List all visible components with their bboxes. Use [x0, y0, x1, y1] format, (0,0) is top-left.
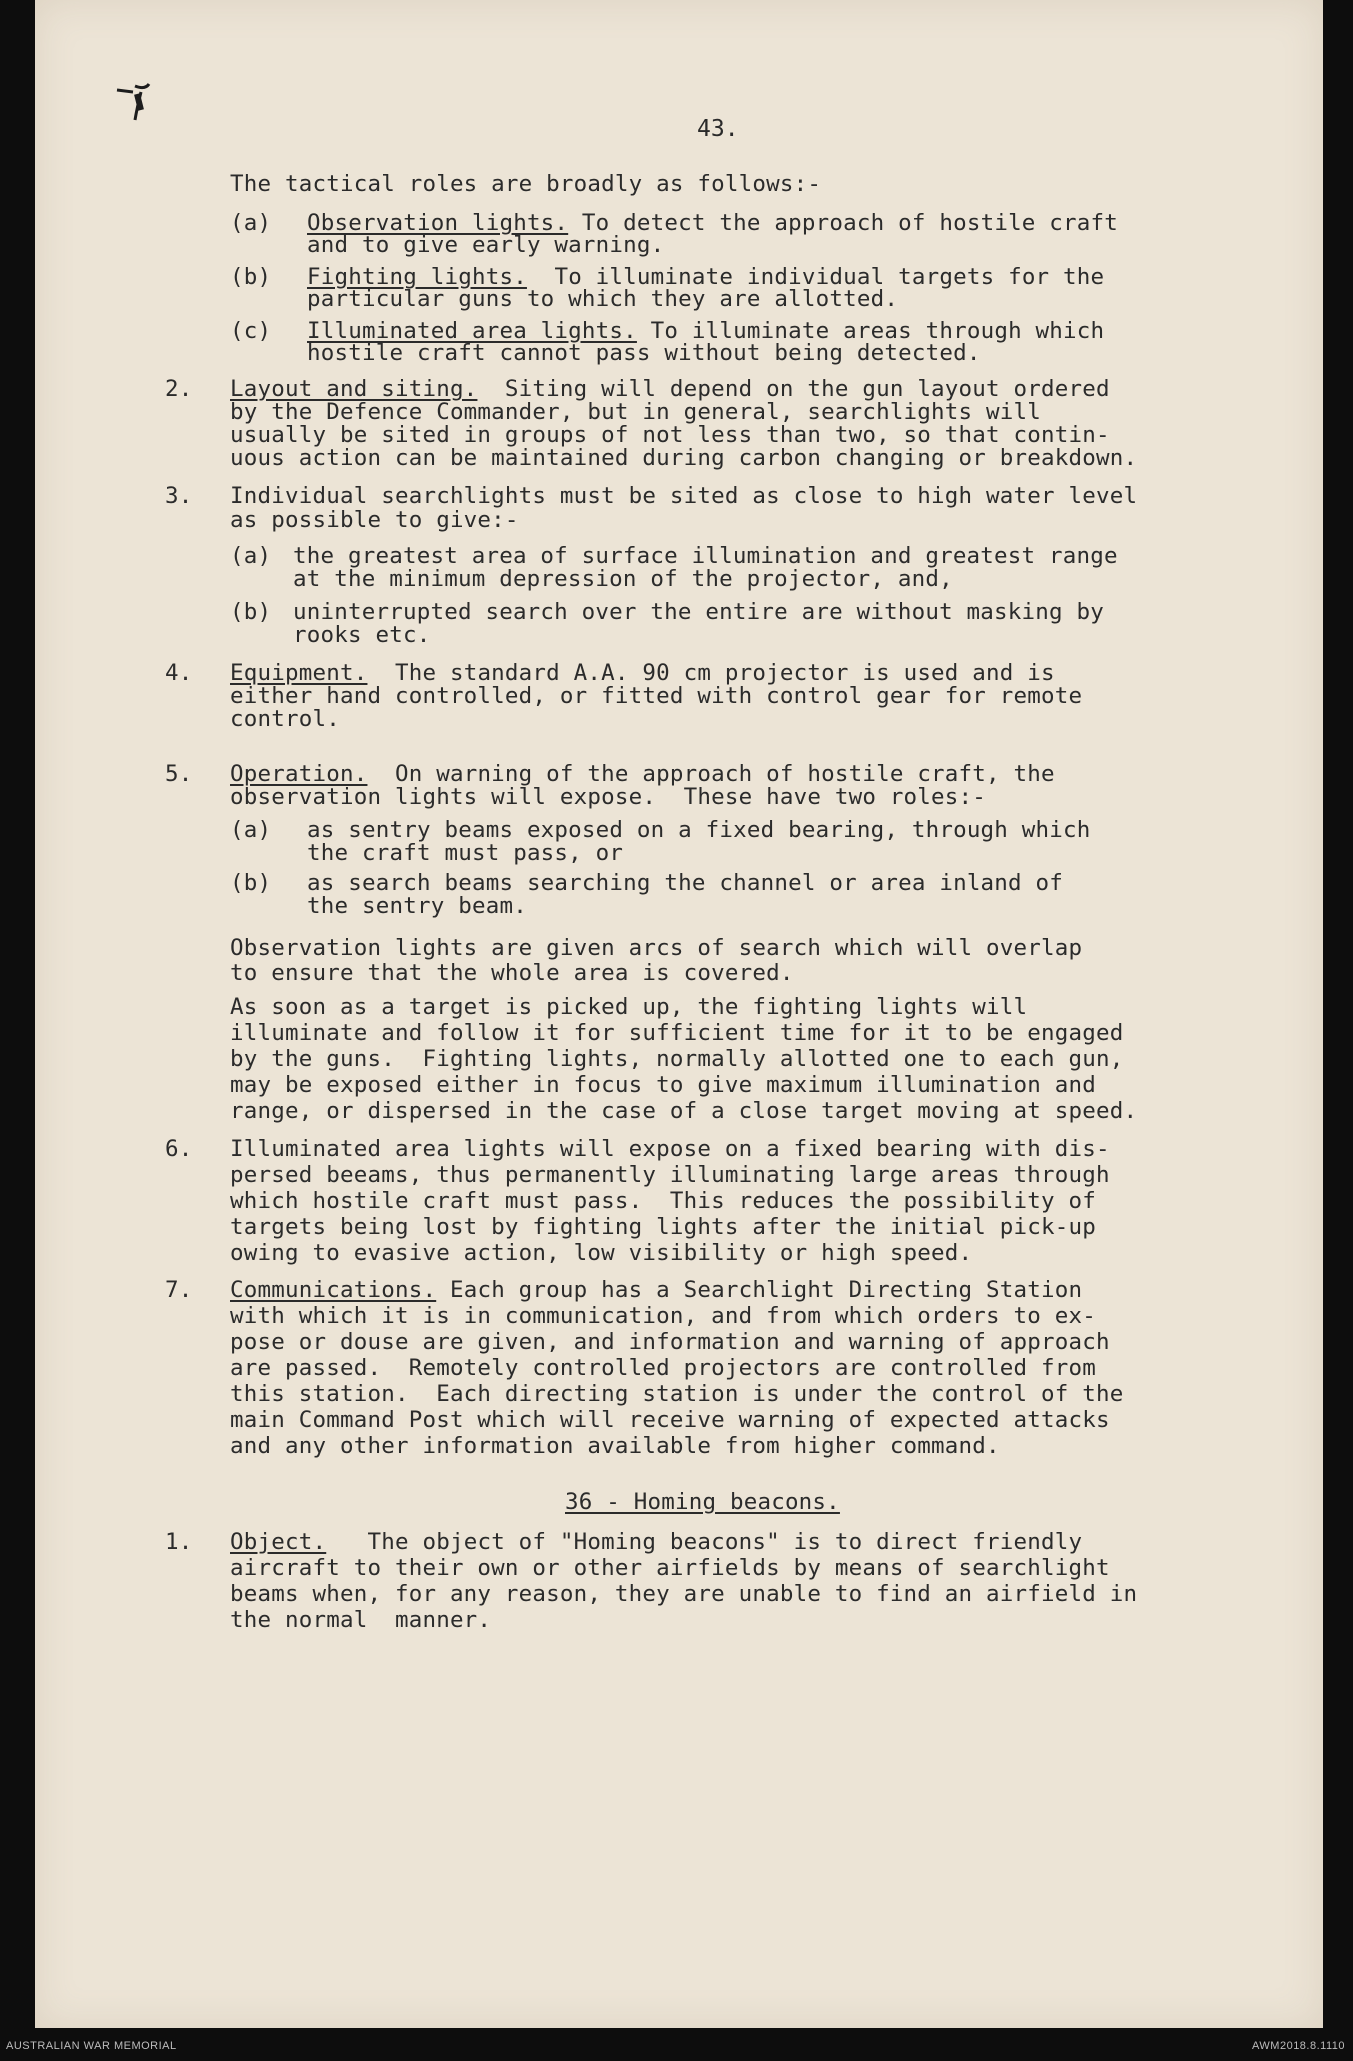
- object-line3: beams when, for any reason, they are unable to find an airfield in: [230, 1581, 1138, 1607]
- role-c-letter: (c): [230, 318, 272, 344]
- role-b-title: Fighting lights.: [307, 264, 527, 290]
- para5-title: Operation.: [230, 761, 368, 787]
- role-c-title: Illuminated area lights.: [307, 318, 637, 344]
- object-number: 1.: [165, 1529, 193, 1555]
- para7-number: 7.: [165, 1277, 193, 1303]
- para2-line2: by the Defence Commander, but in general, searchlights will: [230, 399, 1042, 425]
- para5-number: 5.: [165, 761, 193, 787]
- para6-line1: Illuminated area lights will expose on a fixed bearing with dis-: [230, 1136, 1110, 1162]
- object-line1: Object. The object of "Homing beacons" is to direct friendly: [230, 1529, 1083, 1555]
- para5-extra2-line2: illuminate and follow it for sufficient time for it to be engaged: [230, 1020, 1124, 1046]
- para2-line4: uous action can be maintained during carbon changing or breakdown.: [230, 445, 1138, 471]
- para3-line2: as possible to give:-: [230, 507, 519, 533]
- para4-line1: Equipment. The standard A.A. 90 cm projector is used and is: [230, 660, 1055, 686]
- para7-line1: Communications. Each group has a Searchlight Directing Station: [230, 1277, 1083, 1303]
- para2-line3: usually be sited in groups of not less than two, so that contin-: [230, 422, 1110, 448]
- para3-item-b-line1: uninterrupted search over the entire are without masking by: [293, 599, 1105, 625]
- para4-line3: control.: [230, 706, 340, 732]
- para7-line4: are passed. Remotely controlled projectors are controlled from: [230, 1355, 1097, 1381]
- para4-number: 4.: [165, 660, 193, 686]
- intro-line: The tactical roles are broadly as follows:-: [230, 171, 822, 197]
- para3-item-b-line2: rooks etc.: [293, 622, 431, 648]
- para4-title: Equipment.: [230, 660, 368, 686]
- para4-line2: either hand controlled, or fitted with control gear for remote: [230, 683, 1083, 709]
- page-number: 43.: [697, 116, 739, 142]
- para3-item-a-line1: the greatest area of surface illumination and greatest range: [293, 543, 1118, 569]
- role-b-letter: (b): [230, 264, 272, 290]
- para6-line5: owing to evasive action, low visibility or high speed.: [230, 1240, 973, 1266]
- para5-extra1-line1: Observation lights are given arcs of search which will overlap: [230, 935, 1083, 961]
- para5-item-a-line2: the craft must pass, or: [307, 840, 624, 866]
- role-a-text1: To detect the approach of hostile craft: [568, 210, 1119, 236]
- para6-line2: persed beeams, thus permanently illuminating large areas through: [230, 1162, 1110, 1188]
- para2-line1: Layout and siting. Siting will depend on the gun layout ordered: [230, 376, 1110, 402]
- para5-item-a-letter: (a): [230, 817, 272, 843]
- para3-item-a-letter: (a): [230, 543, 272, 569]
- role-b-text1: To illuminate individual targets for the: [526, 264, 1105, 290]
- para5-item-b-line1: as search beams searching the channel or area inland of: [307, 870, 1064, 896]
- document-body: [35, 0, 1323, 2028]
- para2-title: Layout and siting.: [230, 376, 478, 402]
- para6-line3: which hostile craft must pass. This reduces the possibility of: [230, 1188, 1097, 1214]
- role-a-text2: and to give early warning.: [307, 232, 665, 258]
- role-c-text1: To illuminate areas through which: [636, 318, 1105, 344]
- para5-item-b-line2: the sentry beam.: [307, 893, 527, 919]
- para7-line2: with which it is in communication, and from which orders to ex-: [230, 1303, 1097, 1329]
- section-heading: 36 - Homing beacons.: [565, 1489, 840, 1515]
- para5-extra2-line4: may be exposed either in focus to give maximum illumination and: [230, 1072, 1097, 1098]
- para5-line1: Operation. On warning of the approach of hostile craft, the: [230, 761, 1055, 787]
- role-c-text2: hostile craft cannot pass without being detected.: [307, 340, 981, 366]
- para7-line3: pose or douse are given, and information and warning of approach: [230, 1329, 1110, 1355]
- para5-item-a-line1: as sentry beams exposed on a fixed bearing, through which: [307, 817, 1091, 843]
- para5-extra2-line5: range, or dispersed in the case of a close target moving at speed.: [230, 1098, 1138, 1124]
- para3-item-b-letter: (b): [230, 599, 272, 625]
- para2-number: 2.: [165, 376, 193, 402]
- role-a-title: Observation lights.: [307, 210, 569, 236]
- role-a-letter: (a): [230, 210, 272, 236]
- role-b-text2: particular guns to which they are allotted.: [307, 286, 899, 312]
- document-page: [35, 0, 1323, 2028]
- para3-line1: Individual searchlights must be sited as close to high water level: [230, 483, 1138, 509]
- object-line2: aircraft to their own or other airfields by means of searchlight: [230, 1555, 1110, 1581]
- para7-line7: and any other information available from higher command.: [230, 1433, 1000, 1459]
- para7-line6: main Command Post which will receive warning of expected attacks: [230, 1407, 1110, 1433]
- para7-line5: this station. Each directing station is under the control of the: [230, 1381, 1124, 1407]
- para7-title: Communications.: [230, 1277, 437, 1303]
- para5-line2: observation lights will expose. These have two roles:-: [230, 784, 987, 810]
- object-title: Object.: [230, 1529, 327, 1555]
- para6-line4: targets being lost by fighting lights after the initial pick-up: [230, 1214, 1097, 1240]
- para5-extra1-line2: to ensure that the whole area is covered.: [230, 960, 794, 986]
- object-line4: the normal manner.: [230, 1607, 492, 1633]
- para5-item-b-letter: (b): [230, 870, 272, 896]
- para3-item-a-line2: at the minimum depression of the projector, and,: [293, 566, 953, 592]
- footer-left: AUSTRALIAN WAR MEMORIAL: [6, 2040, 177, 2052]
- footer-right: AWM2018.8.1110: [1251, 2040, 1345, 2052]
- para6-number: 6.: [165, 1136, 193, 1162]
- para5-extra2-line1: As soon as a target is picked up, the fighting lights will: [230, 994, 1028, 1020]
- para5-extra2-line3: by the guns. Fighting lights, normally allotted one to each gun,: [230, 1046, 1124, 1072]
- para3-number: 3.: [165, 483, 193, 509]
